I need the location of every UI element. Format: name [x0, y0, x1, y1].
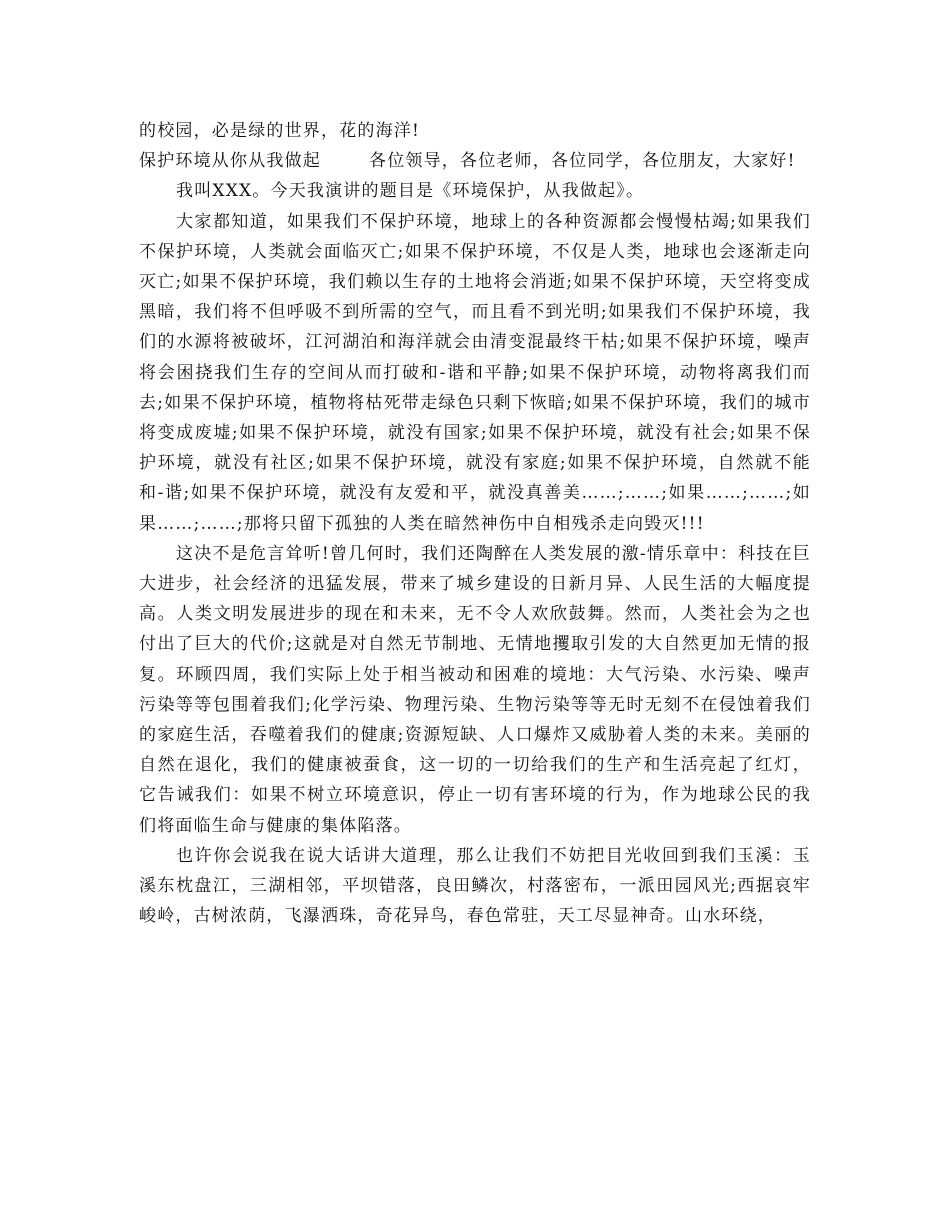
continued-line: 的校园，必是绿的世界，花的海洋! — [139, 121, 421, 141]
speech-title: 保护环境从你从我做起 — [139, 151, 321, 172]
paragraph-yuxi: 也许你会说我在说大话讲大道理，那么让我们不妨把目光收回到我们玉溪：玉溪东枕盘江，三湖相邻，平坝错落，良田鳞次，村落密布，一派田园风光;西据哀牢峻岭，古树浓荫，飞瀑洒珠，奇花异鸟，春色常驻，天工尽显神奇。山水环绕， — [139, 845, 811, 927]
document-body — [139, 116, 811, 931]
greeting: 各位领导，各位老师，各位同学，各位朋友，大家好! — [369, 151, 796, 172]
title-line — [139, 146, 811, 176]
paragraph-intro: 我叫XXX。今天我演讲的题目是《环境保护，从我做起》。 — [176, 181, 645, 202]
paragraph-not-alarmist: 这决不是危言耸听!曾几何时，我们还陶醉在人类发展的激-情乐章中：科技在巨大进步，社会经济的迅猛发展，带来了城乡建设的日新月异、人民生活的大幅度提高。人类文明发展进步的现在和未来，无不令人欢欣鼓舞。然而，人类社会为之也付出了巨大的代价;这就是对自然无节制地、无情地攫取引发的大自然更加无情的报复。环顾四周，我们实际上处于相当被动和困难的境地：大气污染、水污染、噪声污染等等包围着我们;化学污染、物理污染、生物污染等等无时无刻不在侵蚀着我们的家庭生活，吞噬着我们的健康;资源短缺、人口爆炸又威胁着人类的未来。美丽的自然在退化，我们的健康被蚕食，这一切的一切给我们的生产和生活亮起了红灯，它告诫我们：如果不树立环境意识，停止一切有害环境的行为，作为地球公民的我们将面临生命与健康的集体陷落。 — [139, 543, 811, 836]
paragraph-if-not-protect: 大家都知道，如果我们不保护环境，地球上的各种资源都会慢慢枯竭;如果我们不保护环境，人类就会面临灭亡;如果不保护环境，不仅是人类，地球也会逐渐走向灭亡;如果不保护环境，我们赖以生存的土地将会消逝;如果不保护环境，天空将变成黑暗，我们将不但呼吸不到所需的空气，而且看不到光明;如果我们不保护环境，我们的水源将被破坏，江河湖泊和海洋就会由清变混最终干枯;如果不保护环境，噪声将会困挠我们生存的空间从而打破和-谐和平静;如果不保护环境，动物将离我们而去;如果不保护环境，植物将枯死带走绿色只剩下恢暗;如果不保护环境，我们的城市将变成废墟;如果不保护环境，就没有国家;如果不保护环境，就没有社会;如果不保护环境，就没有社区;如果不保护环境，就没有家庭;如果不保护环境，自然就不能和-谐;如果不保护环境，就没有友爱和平，就没真善美……;……;如果……;……;如果……;……;那将只留下孤独的人类在暗然神伤中自相残杀走向毁灭!!! — [139, 211, 811, 534]
